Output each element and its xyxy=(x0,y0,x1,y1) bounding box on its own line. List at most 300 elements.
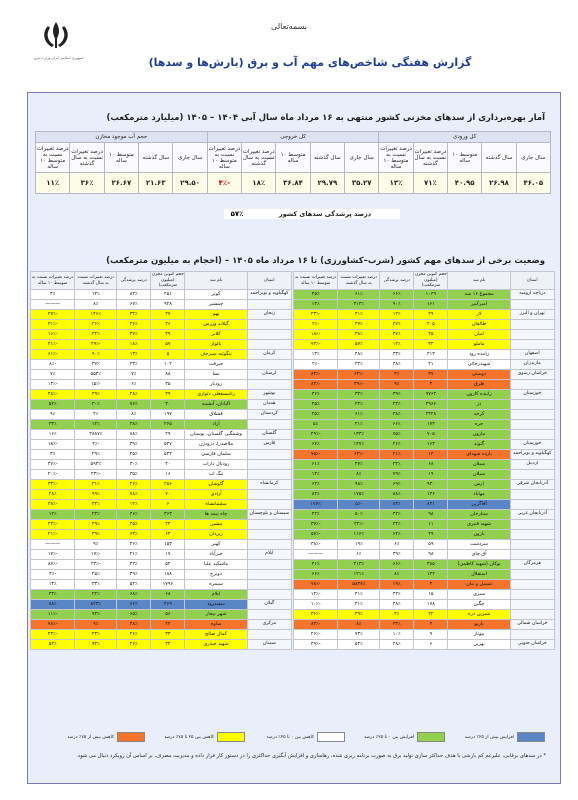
summary-value: -۴٪ xyxy=(207,173,241,194)
dam-name-cell: نسا xyxy=(185,370,247,380)
volume-cell: ۵۴ xyxy=(151,560,185,570)
change-last-year-cell: ۵۲٪ xyxy=(338,640,380,650)
legend-label: کاهش بین ۲۵ تا ۷۵٪ درصد xyxy=(164,734,214,740)
province-cell: آذربایجان شرقی xyxy=(510,480,554,490)
column-header: درصد تغییرات نسبت به سال گذشته xyxy=(242,143,276,173)
table-row xyxy=(31,610,292,620)
table-row xyxy=(294,590,555,600)
volume-cell: ۱۵۳ xyxy=(151,540,185,550)
table-row xyxy=(294,520,555,530)
change-last-year-cell: ۴۱٪ xyxy=(338,420,380,430)
column-header: درصد پرشدگی xyxy=(380,272,414,290)
change-last-year-cell: ۴۹٪ xyxy=(75,520,117,530)
province-cell: کردستان xyxy=(247,410,291,420)
summary-value: ۳۶٪ xyxy=(70,173,104,194)
province-cell: کرمان xyxy=(247,350,291,360)
fill-percent-cell: ۳۹٪ xyxy=(380,390,414,400)
fill-percent-cell: ۷۸٪ xyxy=(117,490,151,500)
dam-name-cell: ستارخان xyxy=(448,510,510,520)
dam-name-cell: طرق xyxy=(448,380,510,390)
change-10yr-cell: ۶۴٪ xyxy=(294,480,338,490)
dam-name-cell: مارون xyxy=(448,430,510,440)
change-last-year-cell: ۱۲٪ xyxy=(75,420,117,430)
dam-name-cell: خیرآباد xyxy=(185,550,247,560)
change-last-year-cell: ۴۱٪ xyxy=(338,590,380,600)
fill-percent-cell: ۲۳٪ xyxy=(380,400,414,410)
legend-label: افزایش بین ۰ تا ۲۵٪ درصد xyxy=(364,734,414,740)
dam-name-cell: چاه نیمه ها xyxy=(185,510,247,520)
province-cell: هرمزگان xyxy=(510,560,554,570)
legend-label: کاهش بین ۰ تا ۲۵٪ درصد xyxy=(266,734,314,740)
dam-name-cell: جره xyxy=(448,420,510,430)
dam-name-cell: لتیان xyxy=(448,330,510,340)
change-last-year-cell: ۹۸٪ xyxy=(338,480,380,490)
change-10yr-cell: -۸۴٪ xyxy=(294,380,338,390)
change-10yr-cell: ۵۴٪ xyxy=(31,400,75,410)
change-last-year-cell: ۹۰٪ xyxy=(75,350,117,360)
column-header: درصد تغییرات نسبت به سال گذشته xyxy=(338,272,380,290)
dam-name-cell: زاینده کارون xyxy=(448,390,510,400)
province-cell: لرستان xyxy=(247,370,291,380)
table-row xyxy=(294,320,555,330)
header xyxy=(0,0,578,88)
change-10yr-cell: -۲۴٪ xyxy=(31,630,75,640)
volume-cell: ۱۶ xyxy=(151,470,185,480)
dam-name-cell: ارس xyxy=(448,480,510,490)
fill-percent-cell: ۱۲٪ xyxy=(380,310,414,320)
summary-value: ۲۱.۶۳ xyxy=(139,173,173,194)
change-last-year-cell: ۹٪ xyxy=(75,620,117,630)
volume-cell: ۴۹ xyxy=(414,530,448,540)
change-10yr-cell: -۳۸٪ xyxy=(294,540,338,550)
dam-name-cell: دز xyxy=(448,400,510,410)
fill-percent-cell: ۵۴٪ xyxy=(117,580,151,590)
change-last-year-cell: ۲۴٪ xyxy=(338,400,380,410)
province-cell xyxy=(247,420,291,430)
group-header: کل ورودی xyxy=(379,132,551,143)
legend-item xyxy=(67,731,145,743)
column-header: درصد پرشدگی xyxy=(117,272,151,290)
fill-percent-cell: ۴٪ xyxy=(380,610,414,620)
fill-percent-cell: ۷۶٪ xyxy=(117,400,151,410)
change-last-year-cell: ۵۷٪ xyxy=(338,340,380,350)
volume-cell: ۱۷۹۶ xyxy=(151,580,185,590)
legend-item xyxy=(164,731,245,743)
column-header: حجم کنونی مخزن (میلیون مترمکعب) xyxy=(151,272,184,289)
table-row xyxy=(31,320,292,330)
dam-name-cell: جیرفت xyxy=(185,360,247,370)
province-cell xyxy=(247,560,291,570)
change-last-year-cell: ۴۳٪ xyxy=(75,500,117,510)
dam-name-cell: کوثر xyxy=(185,290,247,300)
province-cell xyxy=(510,600,554,610)
change-10yr-cell: -۴۸٪ xyxy=(31,390,75,400)
change-last-year-cell: ۵۸۳۷٪ xyxy=(338,580,380,590)
volume-cell: ۱۹ xyxy=(414,470,448,480)
dam-name-cell: سردشت xyxy=(448,540,510,550)
volume-cell: ۱۶۳ xyxy=(414,440,448,450)
dam-name-cell: تالوار xyxy=(185,340,247,350)
change-10yr-cell: -۸۳٪ xyxy=(294,620,338,630)
province-cell xyxy=(510,410,554,420)
table-row xyxy=(31,560,292,570)
province-cell xyxy=(510,400,554,410)
summary-value: ۱۸٪ xyxy=(242,173,276,194)
volume-cell: ۱۴ xyxy=(414,450,448,460)
legend-item xyxy=(465,731,545,743)
table-row xyxy=(294,330,555,340)
dam-name-cell: شمیل و نیان xyxy=(448,580,510,590)
volume-cell: ۴۰ xyxy=(151,460,185,470)
dam-name-cell: شیرین دره xyxy=(448,610,510,620)
group-header: کل خروجی xyxy=(207,132,379,143)
province-cell: بوشهر xyxy=(247,390,291,400)
table-row xyxy=(31,290,292,300)
change-10yr-cell: ۵٪ xyxy=(294,420,338,430)
volume-cell: ۹۸ xyxy=(414,550,448,560)
fill-percent-cell: ۳۲٪ xyxy=(380,520,414,530)
province-cell: سمنان xyxy=(247,640,291,650)
volume-cell: ۱۳۶ xyxy=(414,490,448,500)
change-10yr-cell: -۷۸٪ xyxy=(294,580,338,590)
change-10yr-cell: ۱۶٪ xyxy=(31,430,75,440)
column-header: سال جاری xyxy=(516,143,550,173)
legend xyxy=(45,731,545,743)
change-10yr-cell: ۳۴٪ xyxy=(31,590,75,600)
column-header: درصد تغییرات نسبت به متوسط ۱۰ ساله xyxy=(379,143,413,173)
fill-percent-cell: ۷۵٪ xyxy=(380,430,414,440)
change-last-year-cell: ۸٪ xyxy=(338,470,380,480)
change-last-year-cell: ۲۹٪ xyxy=(75,450,117,460)
dam-name-cell: آقاگزین xyxy=(448,500,510,510)
province-cell: فارس xyxy=(247,440,291,450)
volume-cell: ۳۶ xyxy=(151,320,185,330)
change-10yr-cell: ۲۸٪ xyxy=(31,490,75,500)
dam-name-cell: راغیسفعلی دلواری xyxy=(185,390,247,400)
change-10yr-cell: -۲۹٪ xyxy=(294,430,338,440)
table-row xyxy=(294,430,555,440)
table-row xyxy=(294,290,555,300)
table-row xyxy=(31,640,292,650)
change-10yr-cell: -۳۶٪ xyxy=(31,460,75,470)
dam-name-cell: ساوه xyxy=(185,620,247,630)
change-10yr-cell: -۴٪ xyxy=(31,570,75,580)
column-header: درصد تغییرات نسبت به سال گذشته xyxy=(75,272,117,290)
change-last-year-cell: ۶۱٪ xyxy=(338,410,380,420)
change-10yr-cell: ۲۲٪ xyxy=(294,510,338,520)
change-last-year-cell: ۲۲٪ xyxy=(75,590,117,600)
table-row xyxy=(31,530,292,540)
legend-item xyxy=(364,731,445,743)
change-last-year-cell: ۲۲٪ xyxy=(75,330,117,340)
change-10yr-cell: -۲۷٪ xyxy=(31,310,75,320)
dam-name-cell: تنگوئیه سیرجان xyxy=(185,350,247,360)
summary-value: ۲۹.۷۹ xyxy=(310,173,344,194)
volume-cell: ۴۵ xyxy=(414,330,448,340)
volume-cell: ۴۱ xyxy=(414,360,448,370)
province-cell xyxy=(510,490,554,500)
fill-percent-cell: ۳۲٪ xyxy=(117,310,151,320)
fill-percent-cell: ۴۶٪ xyxy=(117,480,151,490)
change-last-year-cell: -۴٪ xyxy=(75,440,117,450)
summary-value: ۴۰.۹۵ xyxy=(448,173,482,194)
dam-name-cell: پیشین xyxy=(185,520,247,530)
volume-cell: ۵۴۴ xyxy=(151,450,185,460)
dam-name-cell: وشمگیر، گلستان، بوستان xyxy=(185,430,247,440)
volume-cell: ۴۵۱ xyxy=(151,290,185,300)
fill-percent-cell: ۴۸٪ xyxy=(117,620,151,630)
volume-cell: ۱۵ xyxy=(414,590,448,600)
change-last-year-cell: ۶۱٪ xyxy=(338,290,380,300)
change-10yr-cell: -۳۳٪ xyxy=(31,480,75,490)
province-cell xyxy=(247,320,291,330)
dam-name-cell: کهیر xyxy=(185,540,247,550)
fill-percent-cell: ۳۳٪ xyxy=(380,350,414,360)
table-row xyxy=(31,340,292,350)
volume-cell: ۱۷ xyxy=(151,550,185,560)
column-header: نام سد xyxy=(448,272,510,290)
dam-name-cell: مجموع ۱۶ سد xyxy=(448,290,510,300)
province-cell: مرکزی xyxy=(247,620,291,630)
change-10yr-cell: -۱۲٪ xyxy=(31,380,75,390)
change-last-year-cell: -۵٪ xyxy=(338,500,380,510)
change-10yr-cell: -۱۰٪ xyxy=(294,600,338,610)
province-cell xyxy=(247,590,291,600)
dam-name-cell: بارون xyxy=(448,530,510,540)
province-cell: خراسان جنوبی xyxy=(510,640,554,650)
province-cell: کهگیلویه و بویراحمد xyxy=(247,290,291,300)
dams-table-right xyxy=(293,271,555,650)
fill-percent-cell: ۷٪ xyxy=(117,370,151,380)
volume-cell: ۳۹ xyxy=(151,390,185,400)
change-10yr-cell: ۱۷۷٪ xyxy=(294,500,338,510)
province-cell: سیستان و بلوچستان xyxy=(247,510,291,520)
table-row xyxy=(31,410,292,420)
volume-cell: ۵۲۷ xyxy=(151,440,185,450)
change-10yr-cell: ۷٪ xyxy=(31,370,75,380)
dam-name-cell: ماشکید علیا xyxy=(185,560,247,570)
legend-label: کاهش بیش از ۷۵٪ درصد xyxy=(67,734,114,740)
fill-percent-cell: ۳۹٪ xyxy=(117,440,151,450)
fill-percent-cell: ۳۸٪ xyxy=(380,360,414,370)
dam-name-cell: گاوشان xyxy=(185,480,247,490)
fill-percent-cell: ۳۸٪ xyxy=(380,410,414,420)
fill-percent-cell: ۳۰٪ xyxy=(117,460,151,470)
volume-cell: ۴۶۹ xyxy=(151,600,185,610)
summary-value: ۳۵.۲۷ xyxy=(345,173,379,194)
volume-cell: ۳۹ xyxy=(151,330,185,340)
province-cell xyxy=(510,420,554,430)
province-cell xyxy=(510,300,554,310)
fill-percent-cell: ۸۳٪ xyxy=(380,500,414,510)
table-row xyxy=(294,640,555,650)
change-last-year-cell: ۹۳٪ xyxy=(75,610,117,620)
province-cell xyxy=(510,570,554,580)
summary-value: ۲۶.۹۸ xyxy=(482,173,516,194)
table-row xyxy=(31,380,292,390)
table-header-row xyxy=(294,272,555,290)
summary-value: ۷۱٪ xyxy=(413,173,447,194)
legend-swatch xyxy=(117,732,145,742)
dam-name-cell: گیلانه وزرس xyxy=(185,320,247,330)
province-cell: کرمانشاه xyxy=(247,480,291,490)
province-cell xyxy=(510,430,554,440)
volume-cell: ۸۸ xyxy=(151,370,185,380)
change-10yr-cell: -۳۸٪ xyxy=(31,500,75,510)
fill-percent-cell: ۸۸٪ xyxy=(380,490,414,500)
dam-name-cell: آزادی xyxy=(185,490,247,500)
change-10yr-cell: ۶۶٪ xyxy=(294,570,338,580)
volume-cell: ۲۹ xyxy=(414,310,448,320)
dam-name-cell: یازده شهدای xyxy=(448,450,510,460)
fill-percent-cell: ۶٪ xyxy=(380,540,414,550)
table-row xyxy=(294,300,555,310)
dam-name-cell: چمشیر xyxy=(185,300,247,310)
province-cell xyxy=(510,520,554,530)
fill-percent-cell: ۱۰٪ xyxy=(380,630,414,640)
province-cell: دریاچه ارومیه xyxy=(510,290,554,300)
change-last-year-cell: ۴۹٪ xyxy=(75,390,117,400)
province-cell: خوزستان xyxy=(510,390,554,400)
table-row xyxy=(31,600,292,610)
change-last-year-cell: ۱۳۳٪ xyxy=(338,430,380,440)
dam-name-cell: آق چای xyxy=(448,550,510,560)
table-row xyxy=(294,490,555,500)
table-row xyxy=(294,580,555,590)
table-row xyxy=(294,380,555,390)
change-10yr-cell: -۱۲٪ xyxy=(294,590,338,600)
province-cell xyxy=(510,500,554,510)
change-last-year-cell: ۳۴٪ xyxy=(338,360,380,370)
column-header: درصد تغییرات نسبت به متوسط ۱۰ ساله xyxy=(31,272,75,290)
column-header: استان xyxy=(247,272,291,290)
table-row xyxy=(31,570,292,580)
summary-value: ۲۹.۵۰ xyxy=(173,173,207,194)
change-last-year-cell: ۴٪ xyxy=(75,410,117,420)
change-10yr-cell: -۲۱٪ xyxy=(31,320,75,330)
province-cell xyxy=(510,550,554,560)
volume-cell: ۷۰ xyxy=(151,490,185,500)
change-last-year-cell: -۱۵٪ xyxy=(75,380,117,390)
province-cell xyxy=(247,460,291,470)
volume-cell: ۳۵ xyxy=(151,380,185,390)
change-last-year-cell: ۳۷٪ xyxy=(338,320,380,330)
volume-cell: ۹۳۰ xyxy=(414,480,448,490)
change-10yr-cell: -۷۵٪ xyxy=(294,450,338,460)
change-10yr-cell: ——— xyxy=(294,550,338,560)
dam-name-cell: گتوند xyxy=(448,440,510,450)
change-10yr-cell: ۱۳٪ xyxy=(294,350,338,360)
fill-percent-cell: ۷۹٪ xyxy=(380,470,414,480)
volume-cell: ۹۸ xyxy=(414,510,448,520)
province-cell xyxy=(247,630,291,640)
fill-percent-cell: ۴۶٪ xyxy=(117,510,151,520)
province-cell xyxy=(247,340,291,350)
fill-percent-cell: ۶۵٪ xyxy=(117,610,151,620)
change-10yr-cell: ۳٪ xyxy=(31,290,75,300)
fill-percent-cell: ۴۲٪ xyxy=(117,560,151,570)
summary-value: ۱۳٪ xyxy=(379,173,413,194)
legend-swatch xyxy=(217,732,245,742)
change-10yr-cell: -۱۸٪ xyxy=(31,440,75,450)
dam-name-cell: طالقان xyxy=(448,320,510,330)
change-last-year-cell: ۸۲۴٪ xyxy=(75,600,117,610)
dam-name-cell: سیلان xyxy=(448,470,510,480)
table-row xyxy=(294,440,555,450)
change-10yr-cell: -۱۱٪ xyxy=(31,610,75,620)
dam-name-cell: ماملو xyxy=(448,340,510,350)
dam-name-cell: کلابر xyxy=(185,330,247,340)
change-10yr-cell: -۱۷٪ xyxy=(31,550,75,560)
summary-value: ۳۶.۸۴ xyxy=(276,173,310,194)
change-last-year-cell: ۲۶٪ xyxy=(75,320,117,330)
table1-title: آمار بهره‌برداری از سدهای مخزنی کشور منتهی به ۱۶ مرداد ماه سال آبی ۱۴۰۴ – ۱۴۰۵ (میلیارد مترمکعب) xyxy=(106,113,545,123)
change-last-year-cell: -۶۴٪ xyxy=(338,370,380,380)
volume-cell: ۱۷۳ xyxy=(414,420,448,430)
dam-name-cell: شهیدرجائی xyxy=(448,360,510,370)
table-row xyxy=(31,490,292,500)
dam-name-cell: اکباتان، آبشینه xyxy=(185,400,247,410)
province-cell xyxy=(510,610,554,620)
change-10yr-cell: -۳۷٪ xyxy=(294,520,338,530)
dam-name-cell: باریو xyxy=(448,620,510,630)
change-10yr-cell: ۵۲٪ xyxy=(31,640,75,650)
volume-cell: ۴۷ xyxy=(414,370,448,380)
legend-swatch xyxy=(517,732,545,742)
volume-cell: ۱۰۲ xyxy=(151,360,185,370)
dam-name-cell: سفیدرود xyxy=(185,600,247,610)
column-header: حجم کنونی مخزن (میلیون مترمکعب) xyxy=(414,272,447,289)
change-last-year-cell: ۳۱۳٪ xyxy=(338,560,380,570)
change-10yr-cell: ۹٪ xyxy=(31,410,75,420)
fill-percent-cell: ۶۶٪ xyxy=(117,600,151,610)
change-last-year-cell: -۲۳٪ xyxy=(75,560,117,570)
table-row xyxy=(31,350,292,360)
change-10yr-cell: -۸٪ xyxy=(31,360,75,370)
table-row xyxy=(31,630,292,640)
table-row xyxy=(31,500,292,510)
fill-percent-cell: ۶۷٪ xyxy=(117,300,151,310)
volume-cell: ۱۰۴۹ xyxy=(414,290,448,300)
column-header: درصد تغییرات نسبت به متوسط ۱۰ ساله xyxy=(207,143,241,173)
table-row xyxy=(294,310,555,320)
dam-name-cell: سیمره xyxy=(185,580,247,590)
change-last-year-cell: ۶٪ xyxy=(338,550,380,560)
summary-value: ۱۱٪ xyxy=(36,173,70,194)
province-cell xyxy=(510,590,554,600)
dam-name-cell: جگین xyxy=(448,600,510,610)
province-cell: همدان xyxy=(247,400,291,410)
change-last-year-cell: -۶۳٪ xyxy=(338,450,380,460)
change-10yr-cell: -۸۳٪ xyxy=(294,370,338,380)
column-header: سال جاری xyxy=(173,143,207,173)
province-cell xyxy=(510,540,554,550)
table-row xyxy=(31,590,292,600)
change-last-year-cell: ۲۵٪ xyxy=(75,570,117,580)
province-cell: مازندران xyxy=(510,360,554,370)
dam-name-cell: دوبرج xyxy=(185,570,247,580)
volume-cell: ۷۰۵ xyxy=(414,430,448,440)
change-10yr-cell: ۳۶٪ xyxy=(294,390,338,400)
fill-percent-cell: ۲۶٪ xyxy=(380,440,414,450)
fill-percent-cell: ۳۶٪ xyxy=(117,320,151,330)
volume-cell: ۲۹ xyxy=(151,430,185,440)
change-last-year-cell: ۳۱٪ xyxy=(75,480,117,490)
volume-cell: ۲۷ xyxy=(151,310,185,320)
fill-percent-cell: ۱۹٪ xyxy=(380,580,414,590)
change-10yr-cell: -۴۹٪ xyxy=(294,640,338,650)
province-cell xyxy=(247,450,291,460)
